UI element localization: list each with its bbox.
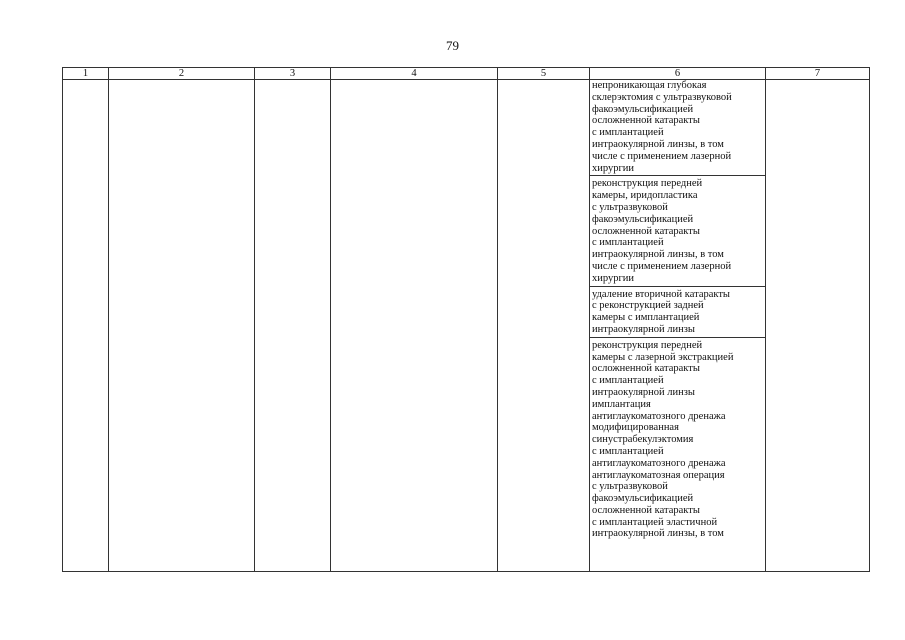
column-header-1: 1 [63,68,109,80]
column-header-5: 5 [498,68,590,80]
header-row [63,68,870,80]
column-header-4: 4 [331,68,498,80]
cell-col-5 [498,80,590,572]
page-number: 79 [446,38,459,53]
cell-col-7 [766,80,870,572]
data-table [62,67,870,572]
column-header-2: 2 [109,68,255,80]
cell-col-2 [109,80,255,572]
procedure-entry: непроникающая глубокая склерэктомия с ультразвуковой факоэмульсификацией осложненной катаракты с имплантацией интраокулярной линзы, в том числе с применением лазерной хирургии [590,80,765,176]
cell-col-6 [590,80,766,572]
cell-col-1 [63,80,109,572]
procedure-entry: реконструкция передней камеры с лазерной экстракцией осложненной катаракты с имплантацией интраокулярной линзы имплантация антиглаукоматозного дренажа модифицированная синустрабекулэктомия с имплантацией антиглаукоматозного дренажа антиглаукоматозная операция с ультразвуковой факоэмульсификацией осложненной катаракты с имплантацией эластичной интраокулярной линзы, в том [592,339,734,540]
column-header-7: 7 [766,68,870,80]
procedure-entry: реконструкция передней камеры, иридопластика с ультразвуковой факоэмульсификацией осложненной катаракты с имплантацией интраокулярной линзы, в том числе с применением лазерной хирургии [590,176,765,286]
column-header-3: 3 [255,68,331,80]
cell-col-3 [255,80,331,572]
cell-col-4 [331,80,498,572]
procedure-entry: удаление вторичной катаракты с реконструкцией задней камеры с имплантацией интраокулярной линзы [590,287,765,338]
column-header-6: 6 [590,68,766,80]
table-row [63,80,870,572]
